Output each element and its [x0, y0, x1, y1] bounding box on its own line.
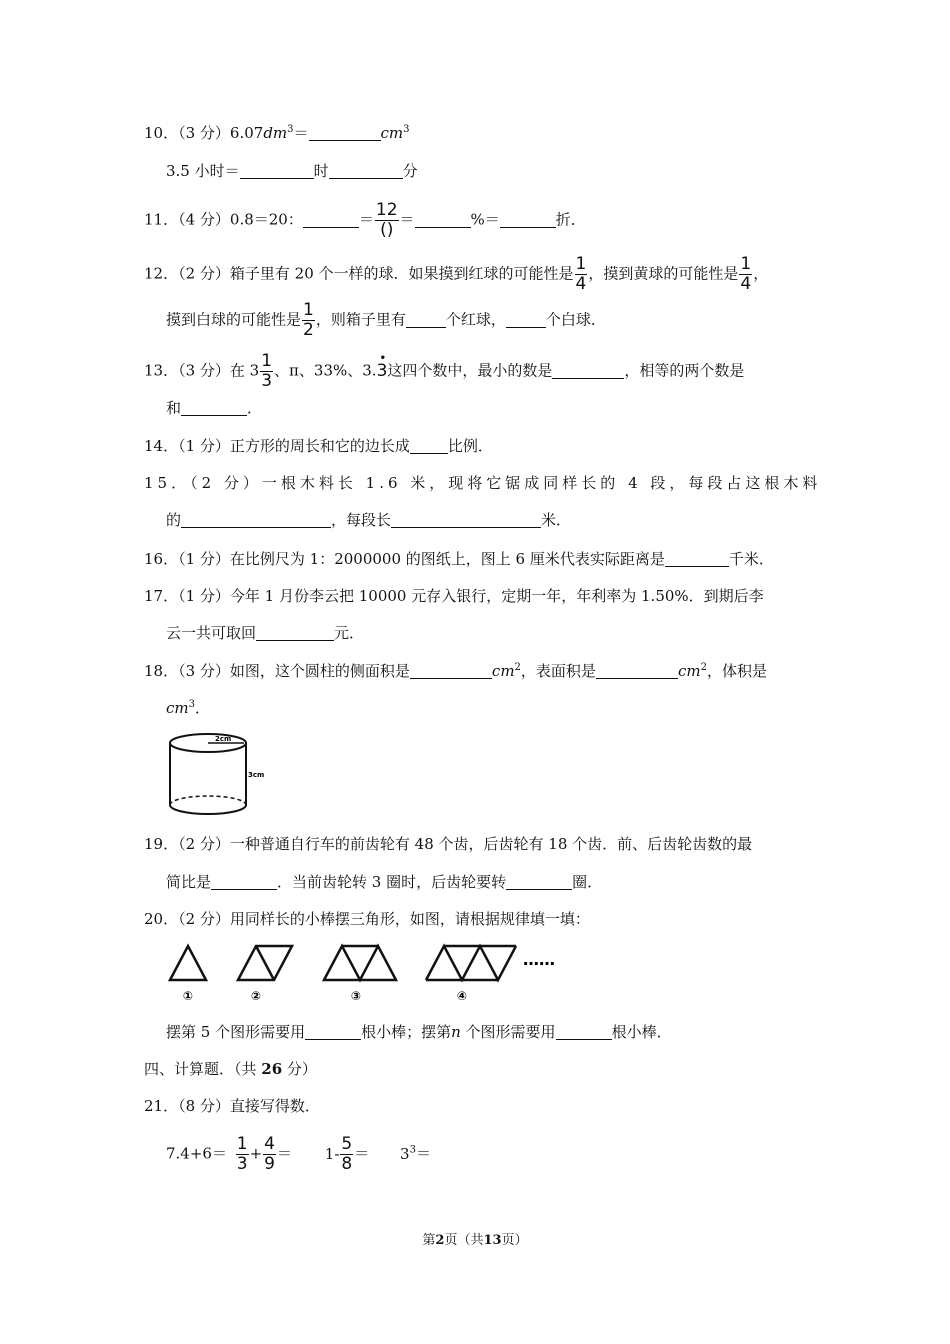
question-score: （3 分） — [178, 124, 230, 142]
answer-blank[interactable] — [415, 211, 471, 228]
answer-blank[interactable] — [329, 162, 403, 179]
answer-blank[interactable] — [181, 399, 247, 416]
text: 米． — [541, 511, 572, 529]
text: 、π、33%、3. — [274, 361, 377, 380]
text: 0.8＝20： — [229, 210, 303, 229]
text: 云一共可取回 — [166, 624, 257, 642]
exponent: 2 — [514, 662, 521, 673]
variable-n: n — [451, 1023, 461, 1041]
equals: ＝ — [399, 210, 415, 229]
answer-blank[interactable] — [303, 211, 359, 228]
text: ，摸到黄球的可能性是 — [588, 264, 739, 283]
exponent: 2 — [700, 662, 707, 673]
question-score: （2 分） — [178, 264, 230, 283]
ellipsis: …… — [523, 950, 555, 969]
question-18-line2 — [166, 697, 210, 719]
answer-blank[interactable] — [410, 662, 492, 679]
equals: ＝ — [415, 1144, 431, 1163]
figure-4-label: ④ — [456, 989, 468, 1003]
question-20 — [144, 908, 590, 930]
exponent: 3 — [188, 699, 195, 710]
denominator: 4 — [740, 274, 752, 294]
question-13 — [144, 352, 744, 391]
question-number: 10． — [144, 124, 179, 142]
text: 今年 1 月份李云把 10000 元存入银行，定期一年，年利率为 1.50%．到期后李 — [229, 587, 764, 605]
text: 比例． — [447, 437, 493, 455]
equals: ＝ — [276, 1144, 292, 1163]
figure-2-triangles — [238, 946, 292, 980]
answer-blank[interactable] — [391, 511, 541, 528]
text: 根小棒；摆第 — [361, 1023, 452, 1041]
question-12-line2 — [166, 301, 606, 340]
text: 根小棒． — [611, 1023, 672, 1041]
text: 圈． — [572, 873, 603, 891]
digit: 3 — [376, 360, 388, 381]
figure-1-triangles — [170, 946, 206, 980]
answer-blank[interactable] — [506, 873, 572, 890]
question-number: 17． — [144, 587, 179, 605]
numerator: 1 — [303, 300, 314, 320]
text: 和 — [166, 399, 182, 417]
text: 个白球． — [545, 310, 606, 329]
question-score: （2 分） — [190, 474, 262, 492]
text: ，表面积是 — [520, 662, 596, 680]
denominator: 9 — [264, 1154, 275, 1174]
figure-1-label: ① — [182, 989, 194, 1003]
answer-blank[interactable] — [305, 1023, 361, 1040]
question-score: （4 分） — [178, 210, 230, 229]
operator: + — [249, 1144, 263, 1163]
fraction — [375, 201, 399, 240]
fraction — [260, 352, 273, 391]
cylinder-bottom-back — [170, 796, 246, 805]
answer-blank[interactable] — [552, 362, 624, 379]
page-number: 2 — [435, 1233, 445, 1248]
question-score: （8 分） — [178, 1097, 230, 1115]
numerator: 1 — [261, 351, 273, 371]
answer-blank[interactable] — [406, 311, 446, 328]
expression-3: 1- — [324, 1144, 340, 1163]
page-footer — [0, 1229, 950, 1248]
power-base: 3 — [400, 1144, 410, 1163]
question-14 — [144, 435, 493, 457]
equals: ＝ — [358, 210, 374, 229]
question-score: （2 分） — [178, 910, 230, 928]
repeating-digit — [376, 352, 388, 382]
figure-2-label: ② — [250, 989, 262, 1003]
page-total: 13 — [483, 1233, 502, 1248]
text: 一根木料长 1.6 米，现将它锯成同样长的 4 段，每段占这根木料 — [261, 474, 822, 492]
question-11 — [144, 201, 586, 240]
question-17-line2 — [166, 622, 364, 644]
text: 箱子里有 20 个一样的球．如果摸到红球的可能性是 — [229, 264, 574, 283]
text: ， — [753, 264, 769, 283]
radius-label: 2cm — [215, 735, 232, 743]
question-number: 18． — [144, 662, 179, 680]
question-19-line2 — [166, 871, 602, 893]
text: 折． — [555, 210, 586, 229]
text: ，相等的两个数是 — [624, 361, 745, 380]
question-21 — [144, 1095, 320, 1117]
text: ，则箱子里有 — [315, 310, 406, 329]
text: 直接写得数． — [229, 1097, 320, 1115]
answer-blank[interactable] — [309, 124, 381, 141]
question-number: 19． — [144, 835, 179, 853]
text: 个图形需要用 — [460, 1023, 556, 1041]
question-19 — [144, 833, 752, 855]
text: %＝ — [470, 210, 500, 229]
exponent: 3 — [287, 124, 294, 135]
question-number: 11． — [144, 210, 179, 229]
question-number: 16． — [144, 550, 179, 568]
cylinder-bottom-front — [170, 805, 246, 814]
unit: dm — [263, 124, 288, 142]
question-20-line2 — [166, 1021, 672, 1043]
numerator: 5 — [341, 1134, 353, 1154]
numerator: 4 — [264, 1134, 275, 1154]
text: 分） — [282, 1060, 317, 1078]
text: ，每段长 — [331, 511, 392, 529]
text: 正方形的周长和它的边长成 — [229, 437, 410, 455]
text: 在比例尺为 1：2000000 的图纸上，图上 6 厘米代表实际距离是 — [229, 550, 665, 568]
section-points: 26 — [261, 1060, 283, 1078]
text: 在 3 — [229, 361, 260, 380]
question-13-line2 — [166, 397, 262, 419]
numerator: 12 — [375, 200, 398, 220]
answer-blank[interactable] — [506, 311, 546, 328]
question-score: （2 分） — [178, 835, 230, 853]
text: 3.5 小时＝ — [166, 162, 240, 180]
exponent: 3 — [403, 124, 410, 135]
question-10 — [144, 122, 410, 144]
unit: cm — [380, 124, 404, 142]
unit: cm — [491, 662, 515, 680]
text: 元． — [334, 624, 365, 642]
text: 页） — [501, 1233, 528, 1248]
height-label: 3cm — [248, 771, 265, 779]
denominator: 3 — [261, 371, 273, 391]
text: ． — [195, 699, 211, 717]
numerator: 1 — [575, 254, 587, 274]
question-16 — [144, 548, 774, 570]
question-number: 21． — [144, 1097, 179, 1115]
text: ，体积是 — [706, 662, 767, 680]
answer-blank[interactable] — [240, 162, 314, 179]
question-number: 15． — [144, 474, 191, 492]
text: 简比是 — [166, 873, 212, 891]
section-4-heading — [144, 1058, 317, 1080]
text: 四、计算题．（共 — [144, 1060, 262, 1078]
expression-1: 7.4+6＝ — [166, 1144, 227, 1163]
value: 6.07 — [229, 124, 264, 142]
denominator: 3 — [236, 1154, 248, 1174]
denominator: 4 — [575, 274, 587, 294]
denominator: 8 — [341, 1154, 353, 1174]
text: 个红球， — [445, 310, 506, 329]
question-number: 14． — [144, 437, 179, 455]
fraction — [575, 255, 588, 294]
question-score: （1 分） — [178, 550, 230, 568]
question-number: 20． — [144, 910, 179, 928]
answer-blank[interactable] — [500, 211, 556, 228]
answer-blank[interactable] — [181, 511, 331, 528]
text: 的 — [166, 511, 182, 529]
equals: ＝ — [293, 124, 309, 142]
question-12 — [144, 255, 768, 294]
answer-blank[interactable] — [256, 624, 334, 641]
answer-blank[interactable] — [665, 550, 729, 567]
triangle-pattern-figure — [160, 938, 590, 1006]
question-21-expressions — [166, 1135, 431, 1174]
question-10-line2 — [166, 160, 418, 182]
question-number: 13． — [144, 361, 179, 380]
denominator[interactable]: () — [380, 220, 394, 240]
question-17 — [144, 585, 764, 607]
question-score: （1 分） — [178, 437, 230, 455]
answer-blank[interactable] — [410, 437, 448, 454]
fraction — [236, 1135, 249, 1174]
text: 摸到白球的可能性是 — [166, 310, 302, 329]
question-number: 12． — [144, 264, 179, 283]
text: 一种普通自行车的前齿轮有 48 个齿，后齿轮有 18 个齿．前、后齿轮齿数的最 — [229, 835, 753, 853]
text: ．当前齿轮转 3 圈时，后齿轮要转 — [277, 873, 507, 891]
fraction — [739, 255, 752, 294]
fraction — [263, 1135, 276, 1174]
text: 这四个数中，最小的数是 — [387, 361, 553, 380]
answer-blank[interactable] — [596, 662, 678, 679]
exponent: 3 — [409, 1144, 416, 1156]
answer-blank[interactable] — [556, 1023, 612, 1040]
text: 千米． — [728, 550, 774, 568]
cylinder-figure — [160, 730, 270, 820]
numerator: 1 — [740, 254, 752, 274]
question-18 — [144, 660, 767, 682]
text: 时 — [313, 162, 329, 180]
repeat-dot: • — [379, 352, 386, 364]
question-15 — [144, 472, 821, 494]
unit: cm — [677, 662, 701, 680]
question-15-line2 — [166, 509, 571, 531]
figure-3-label: ③ — [350, 989, 362, 1003]
fraction — [302, 301, 315, 340]
equals: ＝ — [354, 1144, 370, 1163]
text: 如图，这个圆柱的侧面积是 — [229, 662, 410, 680]
question-score: （3 分） — [178, 662, 230, 680]
figure-3-triangles — [324, 946, 396, 980]
fraction — [340, 1135, 353, 1174]
numerator: 1 — [236, 1134, 248, 1154]
text: 第 — [422, 1233, 436, 1248]
text: ． — [247, 399, 263, 417]
question-score: （3 分） — [178, 361, 230, 380]
answer-blank[interactable] — [211, 873, 277, 890]
figure-4-triangles — [426, 946, 516, 980]
question-score: （1 分） — [178, 587, 230, 605]
text: 分 — [402, 162, 418, 180]
text: 用同样长的小棒摆三角形，如图，请根据规律填一填： — [229, 910, 590, 928]
text: 页（共 — [444, 1233, 484, 1248]
denominator: 2 — [303, 320, 314, 340]
text: 摆第 5 个图形需要用 — [166, 1023, 306, 1041]
unit: cm — [166, 699, 189, 717]
